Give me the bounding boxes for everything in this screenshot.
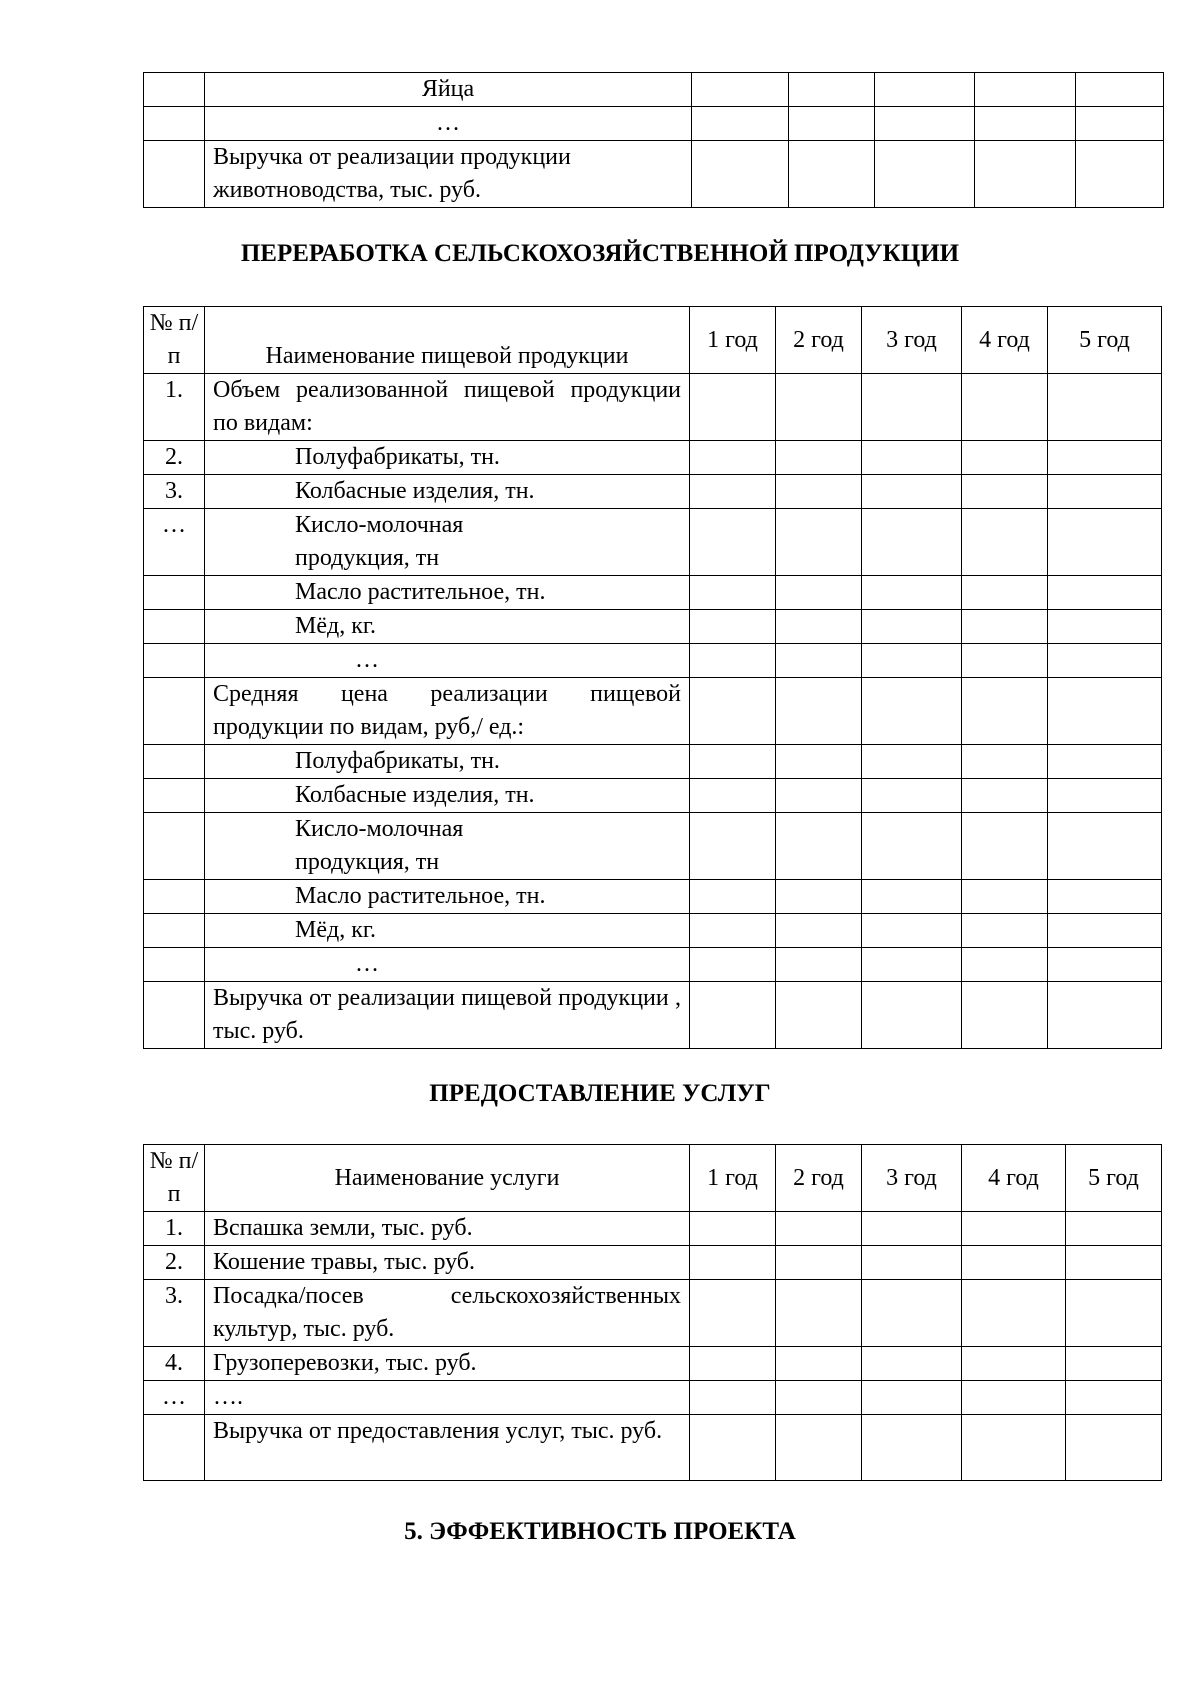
header-year-3: 3 год (862, 1145, 962, 1212)
table-row (144, 948, 1162, 982)
processing-table (143, 306, 1162, 1049)
row-name: Колбасные изделия, тн. (205, 475, 690, 509)
row-name: …. (205, 1381, 690, 1415)
row-name: Полуфабрикаты, тн. (205, 745, 690, 779)
row-num (144, 576, 205, 610)
row-num (144, 678, 205, 745)
row-num (144, 982, 205, 1049)
table-row (144, 1280, 1162, 1347)
row-num (144, 745, 205, 779)
row-name: Выручка от реализации продукции животноводства, тыс. руб. (205, 141, 692, 208)
row-name: Кошение травы, тыс. руб. (205, 1246, 690, 1280)
section-title-processing: ПЕРЕРАБОТКА СЕЛЬСКОХОЗЯЙСТВЕННОЙ ПРОДУКЦИИ (240, 240, 960, 267)
section-title-services: ПРЕДОСТАВЛЕНИЕ УСЛУГ (429, 1080, 771, 1107)
header-year-2: 2 год (776, 1145, 862, 1212)
row-num: 1. (144, 374, 205, 441)
table-row (144, 1212, 1162, 1246)
row-name: Вспашка земли, тыс. руб. (205, 1212, 690, 1246)
table-row (144, 1381, 1162, 1415)
table-row (144, 441, 1162, 475)
table-row (144, 914, 1162, 948)
row-num: 3. (144, 475, 205, 509)
row-num: 4. (144, 1347, 205, 1381)
row-num: 1. (144, 1212, 205, 1246)
row-name: Выручка от реализации пищевой продукции , тыс. руб. (205, 982, 690, 1049)
header-num: № п/п (144, 307, 205, 374)
header-name: Наименование услуги (205, 1145, 690, 1212)
section-title-efficiency: 5. ЭФФЕКТИВНОСТЬ ПРОЕКТА (404, 1518, 796, 1545)
table-row (144, 141, 1164, 208)
row-num (144, 610, 205, 644)
table-row (144, 678, 1162, 745)
row-num: 2. (144, 441, 205, 475)
row-num (144, 880, 205, 914)
row-num (144, 779, 205, 813)
row-name: Полуфабрикаты, тн. (205, 441, 690, 475)
table-row (144, 610, 1162, 644)
row-name: Кисло-молочная продукция, тн (205, 813, 690, 880)
header-year-1: 1 год (690, 1145, 776, 1212)
table-row (144, 779, 1162, 813)
table-row (144, 1415, 1162, 1481)
row-name: Колбасные изделия, тн. (205, 779, 690, 813)
row-num (144, 813, 205, 880)
row-num: 3. (144, 1280, 205, 1347)
row-name: Выручка от предоставления услуг, тыс. руб. (205, 1415, 690, 1481)
header-year-4: 4 год (962, 1145, 1066, 1212)
livestock-table-continued (143, 72, 1164, 208)
row-num (144, 914, 205, 948)
header-year-4: 4 год (962, 307, 1048, 374)
table-header-row (144, 1145, 1162, 1212)
table-row (144, 745, 1162, 779)
row-name: Мёд, кг. (205, 914, 690, 948)
services-table (143, 1144, 1162, 1481)
table-header-row (144, 307, 1162, 374)
header-num: № п/п (144, 1145, 205, 1212)
row-name: Масло растительное, тн. (205, 576, 690, 610)
row-name: Посадка/посев сельскохозяйственных культур, тыс. руб. (205, 1280, 690, 1347)
header-year-2: 2 год (776, 307, 862, 374)
table-row (144, 475, 1162, 509)
row-name: Кисло-молочная продукция, тн (205, 509, 690, 576)
table-row (144, 107, 1164, 141)
row-name: Средняя цена реализации пищевой продукции по видам, руб,/ ед.: (205, 678, 690, 745)
header-name: Наименование пищевой продукции (205, 307, 690, 374)
header-year-3: 3 год (862, 307, 962, 374)
header-year-5: 5 год (1048, 307, 1162, 374)
row-name: Масло растительное, тн. (205, 880, 690, 914)
table-row (144, 1246, 1162, 1280)
row-num: … (144, 1381, 205, 1415)
header-year-5: 5 год (1066, 1145, 1162, 1212)
row-name: Яйца (205, 73, 692, 107)
row-name: … (205, 107, 692, 141)
row-num: … (144, 509, 205, 576)
row-name: Объем реализованной пищевой продукции по видам: (205, 374, 690, 441)
table-row (144, 813, 1162, 880)
row-name: Мёд, кг. (205, 610, 690, 644)
header-year-1: 1 год (690, 307, 776, 374)
row-name: … (205, 644, 690, 678)
row-num (144, 1415, 205, 1481)
table-row (144, 73, 1164, 107)
table-row (144, 374, 1162, 441)
table-row (144, 509, 1162, 576)
table-row (144, 1347, 1162, 1381)
row-num (144, 948, 205, 982)
row-num: 2. (144, 1246, 205, 1280)
row-num (144, 644, 205, 678)
table-row (144, 880, 1162, 914)
row-name: … (205, 948, 690, 982)
table-row (144, 644, 1162, 678)
table-row (144, 982, 1162, 1049)
row-name: Грузоперевозки, тыс. руб. (205, 1347, 690, 1381)
table-row (144, 576, 1162, 610)
